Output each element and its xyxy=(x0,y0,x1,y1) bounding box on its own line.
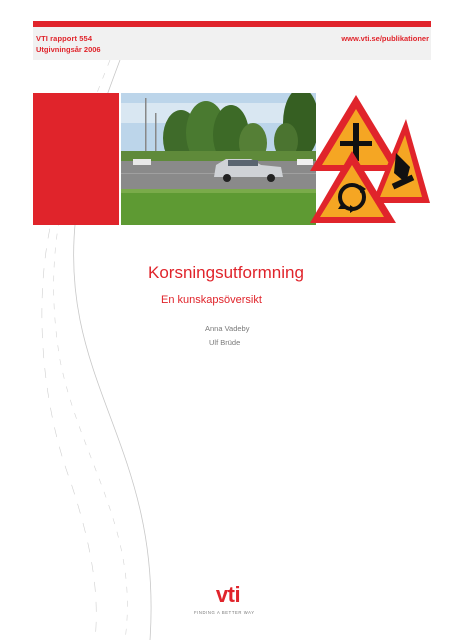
document-subtitle: En kunskapsöversikt xyxy=(161,294,262,306)
red-accent-block xyxy=(33,93,119,225)
author-name: Ulf Brüde xyxy=(209,338,241,347)
roundabout-photo xyxy=(121,93,316,225)
document-title: Korsningsutformning xyxy=(148,263,304,282)
publication-year: Utgivningsår 2006 xyxy=(36,45,101,54)
report-number: VTI rapport 554 xyxy=(36,34,93,43)
logo-tagline: FINDING A BETTER WAY xyxy=(194,610,255,615)
author-name: Anna Vadeby xyxy=(205,324,250,333)
header-band xyxy=(33,27,431,60)
svg-text:vti: vti xyxy=(215,583,241,605)
vti-logo xyxy=(198,583,258,605)
publications-link[interactable]: www.vti.se/publikationer xyxy=(341,34,429,43)
traffic-signs-image xyxy=(310,93,430,228)
